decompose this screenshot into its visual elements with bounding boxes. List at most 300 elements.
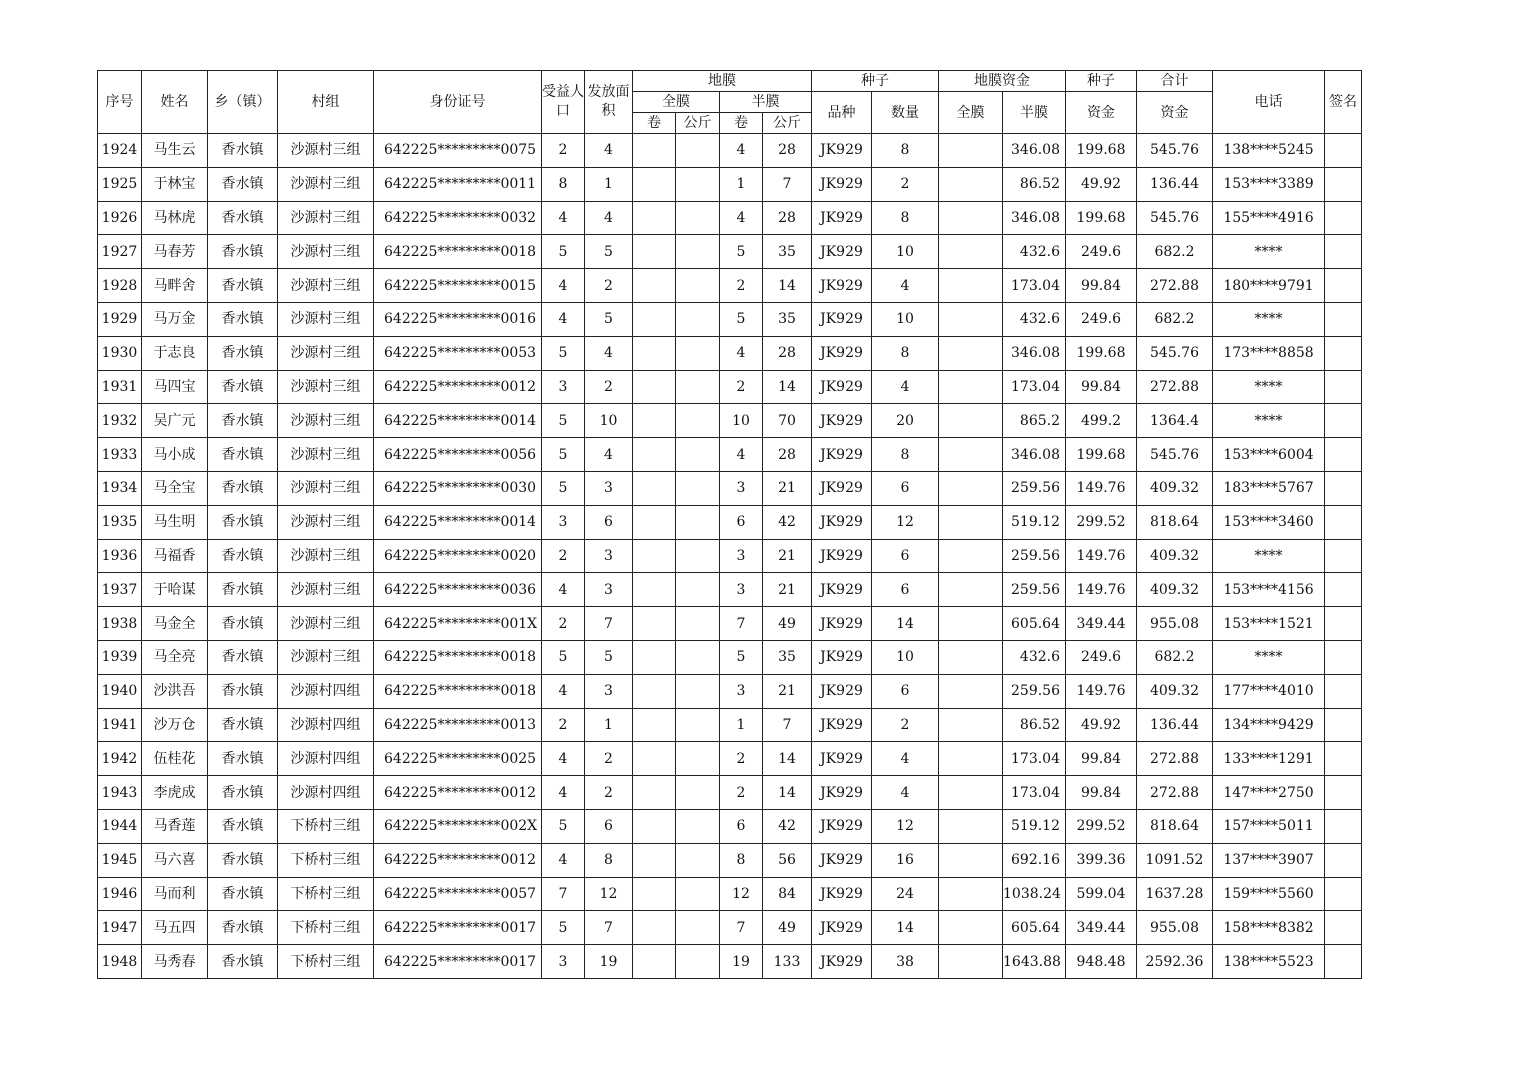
quantity-cell: 8 [872,201,939,235]
full-film-fund-cell [939,742,1003,776]
seed-fund-cell: 49.92 [1066,708,1137,742]
name-cell: 马全宝 [142,471,208,505]
full-film-kg-cell [676,134,720,168]
town-cell: 香水镇 [208,809,278,843]
name-cell: 沙洪吾 [142,674,208,708]
area-cell: 5 [585,302,633,336]
id-number-cell: 642225*********0017 [374,945,542,979]
total-fund-cell: 272.88 [1137,742,1213,776]
seed-fund-cell: 99.84 [1066,370,1137,404]
half-film-fund-cell: 173.04 [1003,742,1066,776]
total-fund-cell: 682.2 [1137,640,1213,674]
half-film-kg-cell: 35 [763,640,812,674]
name-cell: 于志良 [142,336,208,370]
header-full-funds: 全膜 [939,92,1003,134]
variety-cell: JK929 [812,809,872,843]
full-film-roll-cell [633,911,676,945]
phone-cell: 183****5767 [1213,471,1325,505]
town-cell: 香水镇 [208,877,278,911]
half-film-roll-cell: 5 [720,302,763,336]
full-film-roll-cell [633,438,676,472]
area-cell: 2 [585,370,633,404]
seq-cell: 1929 [98,302,142,336]
distribution-table [97,70,1362,979]
seed-fund-cell: 149.76 [1066,539,1137,573]
full-film-roll-cell [633,302,676,336]
header-full-film: 全膜 [633,92,720,113]
beneficiaries-cell: 4 [542,302,585,336]
beneficiaries-cell: 4 [542,674,585,708]
variety-cell: JK929 [812,471,872,505]
seed-fund-cell: 149.76 [1066,573,1137,607]
half-film-roll-cell: 2 [720,370,763,404]
area-cell: 19 [585,945,633,979]
table-row [98,167,1362,201]
id-number-cell: 642225*********0014 [374,404,542,438]
full-film-roll-cell [633,471,676,505]
table-row [98,269,1362,303]
full-film-kg-cell [676,945,720,979]
beneficiaries-cell: 3 [542,945,585,979]
header-half-roll: 卷 [720,113,763,134]
full-film-roll-cell [633,404,676,438]
town-cell: 香水镇 [208,573,278,607]
half-film-roll-cell: 2 [720,742,763,776]
full-film-kg-cell [676,201,720,235]
village-cell: 沙源村三组 [278,539,374,573]
signature-cell [1325,877,1362,911]
id-number-cell: 642225*********0018 [374,640,542,674]
variety-cell: JK929 [812,640,872,674]
full-film-roll-cell [633,336,676,370]
seq-cell: 1945 [98,843,142,877]
full-film-fund-cell [939,776,1003,810]
table-row [98,539,1362,573]
village-cell: 沙源村三组 [278,573,374,607]
signature-cell [1325,269,1362,303]
phone-cell: 147****2750 [1213,776,1325,810]
half-film-kg-cell: 21 [763,674,812,708]
full-film-fund-cell [939,336,1003,370]
phone-cell: 137****3907 [1213,843,1325,877]
variety-cell: JK929 [812,776,872,810]
half-film-fund-cell: 173.04 [1003,776,1066,810]
half-film-roll-cell: 8 [720,843,763,877]
village-cell: 下桥村三组 [278,843,374,877]
full-film-roll-cell [633,539,676,573]
seed-fund-cell: 249.6 [1066,302,1137,336]
total-fund-cell: 272.88 [1137,269,1213,303]
variety-cell: JK929 [812,505,872,539]
full-film-roll-cell [633,742,676,776]
town-cell: 香水镇 [208,505,278,539]
quantity-cell: 12 [872,505,939,539]
half-film-roll-cell: 4 [720,134,763,168]
half-film-roll-cell: 12 [720,877,763,911]
beneficiaries-cell: 4 [542,776,585,810]
town-cell: 香水镇 [208,471,278,505]
variety-cell: JK929 [812,235,872,269]
seed-fund-cell: 49.92 [1066,167,1137,201]
town-cell: 香水镇 [208,370,278,404]
name-cell: 马林虎 [142,201,208,235]
name-cell: 马小成 [142,438,208,472]
phone-cell: 157****5011 [1213,809,1325,843]
signature-cell [1325,471,1362,505]
signature-cell [1325,302,1362,336]
header-half-kg: 公斤 [763,113,812,134]
village-cell: 沙源村四组 [278,674,374,708]
total-fund-cell: 818.64 [1137,809,1213,843]
village-cell: 沙源村三组 [278,607,374,641]
signature-cell [1325,607,1362,641]
seq-cell: 1926 [98,201,142,235]
full-film-kg-cell [676,640,720,674]
name-cell: 马六喜 [142,843,208,877]
phone-cell: **** [1213,302,1325,336]
village-cell: 沙源村三组 [278,201,374,235]
total-fund-cell: 682.2 [1137,302,1213,336]
half-film-kg-cell: 7 [763,167,812,201]
quantity-cell: 2 [872,708,939,742]
total-fund-cell: 545.76 [1137,336,1213,370]
name-cell: 伍桂花 [142,742,208,776]
beneficiaries-cell: 5 [542,438,585,472]
id-number-cell: 642225*********0015 [374,269,542,303]
seq-cell: 1938 [98,607,142,641]
beneficiaries-cell: 4 [542,573,585,607]
seq-cell: 1934 [98,471,142,505]
signature-cell [1325,167,1362,201]
village-cell: 沙源村三组 [278,269,374,303]
village-cell: 沙源村三组 [278,505,374,539]
id-number-cell: 642225*********0017 [374,911,542,945]
id-number-cell: 642225*********0014 [374,505,542,539]
seed-fund-cell: 349.44 [1066,911,1137,945]
full-film-fund-cell [939,370,1003,404]
phone-cell: **** [1213,370,1325,404]
half-film-roll-cell: 4 [720,201,763,235]
total-fund-cell: 955.08 [1137,911,1213,945]
phone-cell: 173****8858 [1213,336,1325,370]
variety-cell: JK929 [812,539,872,573]
id-number-cell: 642225*********0012 [374,843,542,877]
town-cell: 香水镇 [208,438,278,472]
header-variety: 品种 [812,92,872,134]
beneficiaries-cell: 7 [542,877,585,911]
full-film-kg-cell [676,539,720,573]
name-cell: 马生明 [142,505,208,539]
full-film-kg-cell [676,809,720,843]
total-fund-cell: 272.88 [1137,776,1213,810]
table-row [98,911,1362,945]
beneficiaries-cell: 3 [542,505,585,539]
signature-cell [1325,843,1362,877]
full-film-fund-cell [939,201,1003,235]
header-seed: 种子 [812,71,939,92]
phone-cell: 134****9429 [1213,708,1325,742]
variety-cell: JK929 [812,674,872,708]
name-cell: 马五四 [142,911,208,945]
town-cell: 香水镇 [208,742,278,776]
village-cell: 沙源村三组 [278,640,374,674]
total-fund-cell: 272.88 [1137,370,1213,404]
quantity-cell: 24 [872,877,939,911]
half-film-fund-cell: 259.56 [1003,573,1066,607]
full-film-fund-cell [939,438,1003,472]
half-film-kg-cell: 14 [763,776,812,810]
table-row [98,776,1362,810]
half-film-fund-cell: 346.08 [1003,134,1066,168]
signature-cell [1325,539,1362,573]
half-film-kg-cell: 70 [763,404,812,438]
phone-cell: 155****4916 [1213,201,1325,235]
area-cell: 6 [585,809,633,843]
total-fund-cell: 545.76 [1137,134,1213,168]
total-fund-cell: 1364.4 [1137,404,1213,438]
header-total-top: 合计 [1137,71,1213,92]
seed-fund-cell: 249.6 [1066,235,1137,269]
full-film-fund-cell [939,877,1003,911]
quantity-cell: 4 [872,370,939,404]
half-film-roll-cell: 5 [720,640,763,674]
beneficiaries-cell: 5 [542,471,585,505]
half-film-roll-cell: 6 [720,809,763,843]
area-cell: 8 [585,843,633,877]
town-cell: 香水镇 [208,269,278,303]
full-film-kg-cell [676,505,720,539]
village-cell: 沙源村三组 [278,404,374,438]
total-fund-cell: 136.44 [1137,167,1213,201]
full-film-kg-cell [676,404,720,438]
full-film-roll-cell [633,877,676,911]
seq-cell: 1941 [98,708,142,742]
full-film-kg-cell [676,370,720,404]
phone-cell: 153****3389 [1213,167,1325,201]
full-film-fund-cell [939,809,1003,843]
id-number-cell: 642225*********0030 [374,471,542,505]
full-film-kg-cell [676,471,720,505]
phone-cell: 133****1291 [1213,742,1325,776]
town-cell: 香水镇 [208,945,278,979]
seed-fund-cell: 399.36 [1066,843,1137,877]
half-film-fund-cell: 865.2 [1003,404,1066,438]
table-row [98,877,1362,911]
area-cell: 4 [585,134,633,168]
header-seq: 序号 [98,71,142,134]
total-fund-cell: 136.44 [1137,708,1213,742]
half-film-roll-cell: 3 [720,471,763,505]
half-film-fund-cell: 432.6 [1003,302,1066,336]
header-quantity: 数量 [872,92,939,134]
town-cell: 香水镇 [208,539,278,573]
quantity-cell: 10 [872,640,939,674]
seq-cell: 1937 [98,573,142,607]
half-film-kg-cell: 14 [763,742,812,776]
area-cell: 3 [585,471,633,505]
signature-cell [1325,370,1362,404]
phone-cell: 138****5523 [1213,945,1325,979]
header-seed-funds-top: 种子 [1066,71,1137,92]
name-cell: 于林宝 [142,167,208,201]
seq-cell: 1932 [98,404,142,438]
village-cell: 下桥村三组 [278,911,374,945]
half-film-kg-cell: 133 [763,945,812,979]
village-cell: 下桥村三组 [278,945,374,979]
seq-cell: 1942 [98,742,142,776]
full-film-kg-cell [676,607,720,641]
seq-cell: 1925 [98,167,142,201]
variety-cell: JK929 [812,877,872,911]
full-film-fund-cell [939,607,1003,641]
full-film-kg-cell [676,911,720,945]
village-cell: 沙源村四组 [278,776,374,810]
half-film-kg-cell: 56 [763,843,812,877]
beneficiaries-cell: 2 [542,134,585,168]
signature-cell [1325,809,1362,843]
town-cell: 香水镇 [208,640,278,674]
town-cell: 香水镇 [208,302,278,336]
phone-cell: 158****8382 [1213,911,1325,945]
half-film-fund-cell: 605.64 [1003,607,1066,641]
seq-cell: 1933 [98,438,142,472]
total-fund-cell: 1091.52 [1137,843,1213,877]
seed-fund-cell: 249.6 [1066,640,1137,674]
half-film-roll-cell: 5 [720,235,763,269]
table-row [98,573,1362,607]
signature-cell [1325,776,1362,810]
quantity-cell: 20 [872,404,939,438]
id-number-cell: 642225*********002X [374,809,542,843]
signature-cell [1325,742,1362,776]
half-film-fund-cell: 86.52 [1003,167,1066,201]
half-film-roll-cell: 3 [720,573,763,607]
name-cell: 吴广元 [142,404,208,438]
id-number-cell: 642225*********0018 [374,674,542,708]
signature-cell [1325,404,1362,438]
full-film-fund-cell [939,674,1003,708]
full-film-fund-cell [939,843,1003,877]
half-film-kg-cell: 14 [763,269,812,303]
area-cell: 2 [585,269,633,303]
id-number-cell: 642225*********0016 [374,302,542,336]
quantity-cell: 6 [872,539,939,573]
name-cell: 马而利 [142,877,208,911]
village-cell: 下桥村三组 [278,877,374,911]
area-cell: 5 [585,235,633,269]
total-fund-cell: 818.64 [1137,505,1213,539]
phone-cell: 153****1521 [1213,607,1325,641]
half-film-kg-cell: 28 [763,201,812,235]
table-row [98,370,1362,404]
seed-fund-cell: 99.84 [1066,776,1137,810]
table-row [98,438,1362,472]
quantity-cell: 6 [872,674,939,708]
full-film-fund-cell [939,911,1003,945]
name-cell: 马四宝 [142,370,208,404]
full-film-fund-cell [939,640,1003,674]
quantity-cell: 12 [872,809,939,843]
beneficiaries-cell: 5 [542,809,585,843]
variety-cell: JK929 [812,911,872,945]
half-film-fund-cell: 346.08 [1003,438,1066,472]
half-film-kg-cell: 21 [763,471,812,505]
half-film-roll-cell: 2 [720,776,763,810]
table-row [98,201,1362,235]
signature-cell [1325,336,1362,370]
quantity-cell: 6 [872,573,939,607]
id-number-cell: 642225*********0013 [374,708,542,742]
total-fund-cell: 545.76 [1137,201,1213,235]
phone-cell: 138****5245 [1213,134,1325,168]
full-film-kg-cell [676,438,720,472]
table-row [98,809,1362,843]
signature-cell [1325,134,1362,168]
seed-fund-cell: 299.52 [1066,505,1137,539]
variety-cell: JK929 [812,201,872,235]
town-cell: 香水镇 [208,336,278,370]
header-name: 姓名 [142,71,208,134]
header-film: 地膜 [633,71,812,92]
village-cell: 沙源村三组 [278,471,374,505]
area-cell: 5 [585,640,633,674]
variety-cell: JK929 [812,945,872,979]
half-film-fund-cell: 259.56 [1003,471,1066,505]
full-film-roll-cell [633,505,676,539]
header-beneficiaries: 受益人口 [542,71,585,134]
half-film-fund-cell: 259.56 [1003,674,1066,708]
beneficiaries-cell: 5 [542,911,585,945]
seed-fund-cell: 599.04 [1066,877,1137,911]
area-cell: 1 [585,167,633,201]
town-cell: 香水镇 [208,607,278,641]
variety-cell: JK929 [812,336,872,370]
signature-cell [1325,235,1362,269]
total-fund-cell: 1637.28 [1137,877,1213,911]
seq-cell: 1946 [98,877,142,911]
table-row [98,607,1362,641]
id-number-cell: 642225*********0025 [374,742,542,776]
header-full-kg: 公斤 [676,113,720,134]
header-area: 发放面积 [585,71,633,134]
seq-cell: 1936 [98,539,142,573]
half-film-kg-cell: 21 [763,539,812,573]
total-fund-cell: 682.2 [1137,235,1213,269]
total-fund-cell: 409.32 [1137,539,1213,573]
header-seed-funds-bottom: 资金 [1066,92,1137,134]
half-film-fund-cell: 346.08 [1003,336,1066,370]
area-cell: 4 [585,438,633,472]
half-film-roll-cell: 4 [720,336,763,370]
full-film-roll-cell [633,167,676,201]
signature-cell [1325,708,1362,742]
half-film-roll-cell: 1 [720,708,763,742]
half-film-kg-cell: 35 [763,235,812,269]
full-film-roll-cell [633,235,676,269]
full-film-roll-cell [633,945,676,979]
half-film-fund-cell: 692.16 [1003,843,1066,877]
name-cell: 马金全 [142,607,208,641]
variety-cell: JK929 [812,573,872,607]
beneficiaries-cell: 3 [542,370,585,404]
signature-cell [1325,945,1362,979]
variety-cell: JK929 [812,607,872,641]
town-cell: 香水镇 [208,776,278,810]
quantity-cell: 4 [872,742,939,776]
seed-fund-cell: 499.2 [1066,404,1137,438]
quantity-cell: 10 [872,235,939,269]
area-cell: 4 [585,201,633,235]
